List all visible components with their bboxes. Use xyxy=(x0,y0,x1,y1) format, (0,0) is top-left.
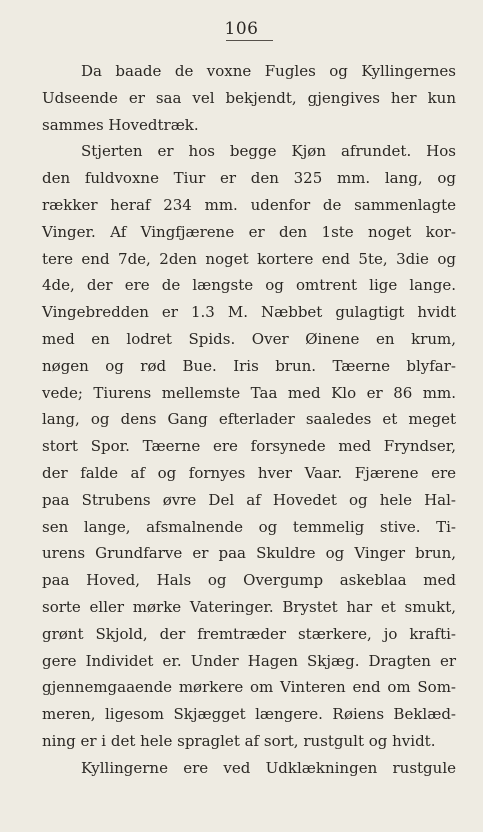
text-line: urens Grundfarve er paa Skuldre og Vinger brun, xyxy=(42,544,456,563)
text-line: 4de, der ere de længste og omtrent lige lange. xyxy=(42,276,456,295)
text-line: paa Hoved, Hals og Overgump askeblaa med xyxy=(42,571,456,590)
text-line: meren, ligesom Skjægget længere. Røiens Beklæd- xyxy=(42,705,456,724)
text-line: den fuldvoxne Tiur er den 325 mm. lang, og xyxy=(42,169,456,188)
text-line: lang, og dens Gang efterlader saaledes et meget xyxy=(42,410,456,429)
text-line: sammes Hovedtræk. xyxy=(42,115,199,134)
text-line: paa Strubens øvre Del af Hovedet og hele Hal- xyxy=(42,490,456,509)
text-line: Vinger. Af Vingfjærene er den 1ste noget kor- xyxy=(42,222,456,241)
text-line: gere Individet er. Under Hagen Skjæg. Dragten er xyxy=(42,651,456,670)
page-number-rule xyxy=(226,40,273,41)
text-line: stort Spor. Tæerne ere forsynede med Fryndser, xyxy=(42,437,456,456)
text-line: Udseende er saa vel bekjendt, gjengives her kun xyxy=(42,88,456,107)
text-line: vede; Tiurens mellemste Taa med Klo er 86 mm. xyxy=(42,383,456,402)
text-line: med en lodret Spids. Over Øinene en krum, xyxy=(42,329,456,348)
page-number: 106 xyxy=(224,19,259,39)
text-line: Kyllingerne ere ved Udklækningen rustgule xyxy=(81,758,456,777)
text-line: tere end 7de, 2den noget kortere end 5te, 3die og xyxy=(42,249,456,268)
text-line: nøgen og rød Bue. Iris brun. Tæerne blyfar- xyxy=(42,356,456,375)
text-line: grønt Skjold, der fremtræder stærkere, jo krafti- xyxy=(42,624,456,643)
body-text xyxy=(42,58,456,782)
text-line: ning er i det hele spraglet af sort, rustgult og hvidt. xyxy=(42,731,436,750)
text-line: der falde af og fornyes hver Vaar. Fjærene ere xyxy=(42,463,456,482)
text-line: Da baade de voxne Fugles og Kyllingernes xyxy=(81,62,456,80)
text-line: gjennemgaaende mørkere om Vinteren end om Som- xyxy=(42,678,456,697)
text-line: Stjerten er hos begge Kjøn afrundet. Hos xyxy=(81,142,456,161)
text-line: sorte eller mørke Vateringer. Brystet har et smukt, xyxy=(42,597,456,616)
text-line: sen lange, afsmalnende og temmelig stive. Ti- xyxy=(42,517,456,536)
text-line: rækker heraf 234 mm. udenfor de sammenlagte xyxy=(42,195,456,214)
text-line: Vingebredden er 1.3 M. Næbbet gulagtigt hvidt xyxy=(42,303,456,322)
